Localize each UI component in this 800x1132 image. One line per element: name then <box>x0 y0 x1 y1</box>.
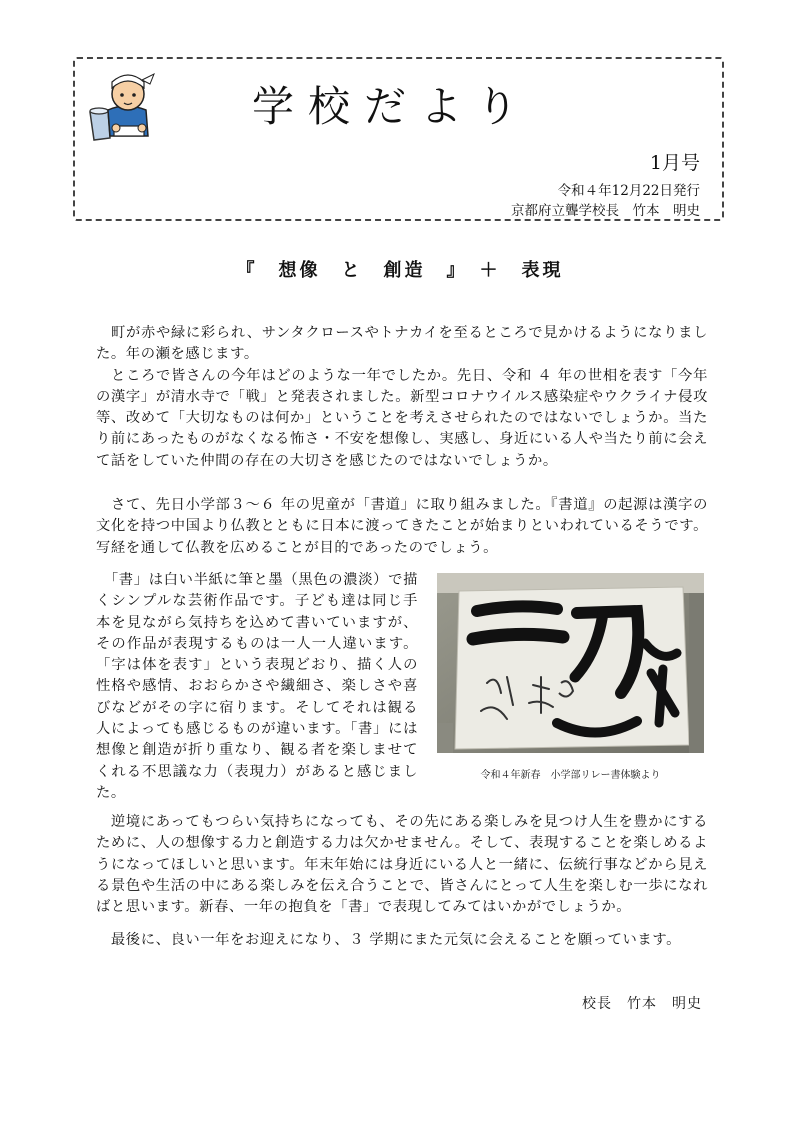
student-calligraphy-mascot-icon <box>86 66 158 144</box>
paragraph-shodo-art: 「書」は白い半紙に筆と墨（黒色の濃淡）で描くシンプルな芸術作品です。子ども達は同じ手本を見ながら気持ちを込めて書いていますが、その作品が表現するものは一人一人違います。「字は体を表す」という表現どおり、描く人の性格や感情、おおらかさや繊細さ、楽しさや喜びなどがその字に宿ります。そしてそれは観る人によっても感じるものが違います。「書」には想像と創造が折り重なり、観る者を楽しませてくれる不思議な力（表現力）があると感じました。 <box>96 572 418 801</box>
page-title: 学校だより <box>252 82 533 131</box>
calligraphy-photo <box>437 573 704 753</box>
photo-caption: 令和４年新春 小学部リレー書体験より <box>480 770 661 781</box>
paragraph-intro: 町が赤や緑に彩られ、サンタクロースやトナカイを至るところで見かけるようになりました。年の瀬を感じます。 ところで皆さんの今年はどのような一年でしたか。先日、令和 ４ 年の世相を表す「今年の漢字」が清水寺で「戦」と発表されました。新型コロナウイルス感染症やウクライナ侵攻等、改めて「大切なものは何か」ということを考えさせられたのではないでしょうか。当たり前にあったものがなくなる怖さ・不安を想像し、実感し、身近にいる人や当たり前に会えて話をしていた仲間の存在の大切さを感じたのではないでしょうか。 <box>96 325 708 469</box>
signature: 校長 竹本 明史 <box>582 996 702 1012</box>
issue-author: 京都府立聾学校長 竹本 明史 <box>511 203 700 219</box>
paragraph-shodo-origin: さて、先日小学部３～６ 年の児童が「書道」に取り組みました。『書道』の起源は漢字の文化を持つ中国より仏教とともに日本に渡ってきたことが始まりといわれているそうです。写経を通して仏教を広めることが目的であったのでしょう。 <box>96 497 708 556</box>
issue-date: 令和４年12月22日発行 <box>557 183 700 199</box>
paragraph-expression: 逆境にあってもつらい気持ちになっても、その先にある楽しみを見つけ人生を豊かにするために、人の想像する力と創造する力は欠かせません。そして、表現することを楽しめるようになってほしいと思います。年末年始には身近にいる人と一緒に、伝統行事などから見える景色や生活の中にある楽しみを伝え合うことで、皆さんにとって人生を楽しむ一歩になればと思います。新春、一年の抱負を「書」で表現してみてはいかがでしょうか。 <box>96 814 708 916</box>
issue-number: 1月号 <box>649 152 700 174</box>
article-heading: 『 想像 と 創造 』 ＋ 表現 <box>236 260 564 281</box>
paragraph-closing: 最後に、良い一年をお迎えになり、３ 学期にまた元気に会えることを願っています。 <box>96 932 681 948</box>
